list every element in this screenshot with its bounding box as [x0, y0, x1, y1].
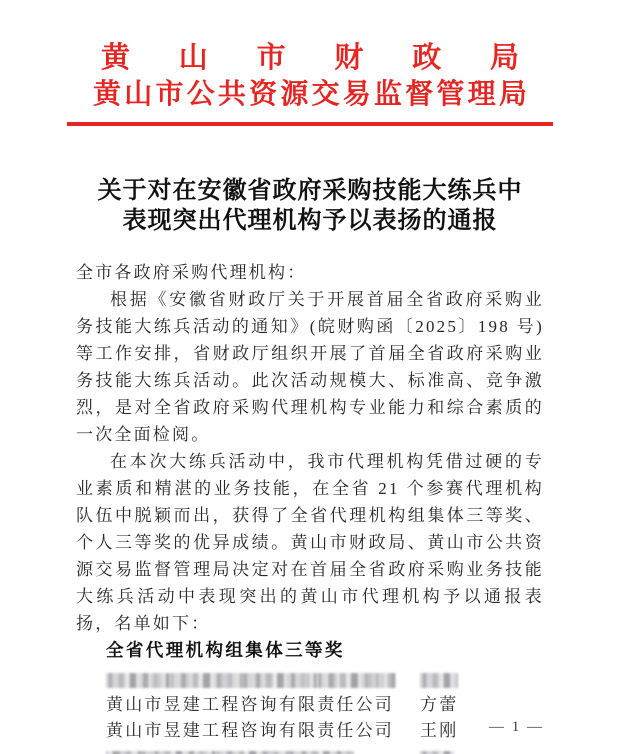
award-section-heading: 全省代理机构组集体三等奖: [106, 640, 345, 660]
document-title: [0, 176, 620, 236]
award-person: 方蕾: [420, 695, 459, 714]
award-company: 黄山市昱建工程咨询有限责任公司: [106, 695, 394, 714]
letterhead: [0, 0, 620, 126]
award-company: [106, 744, 420, 754]
body-paragraph: 根据《安徽省财政厅关于开展首届全省政府采购业务技能大练兵活动的通知》(皖财购函〔2025〕198 号)等工作安排，省财政厅组织开展了首届全省政府采购业务技能大练兵活动。此次活动规模大、标准高、竞争激烈，是对全省政府采购代理机构专业能力和综合素质的一次全面检阅。: [76, 290, 544, 444]
document-body: [76, 259, 544, 754]
award-person: [420, 744, 454, 754]
org-name-primary: 黄 山 市 财 政 局: [101, 42, 519, 74]
award-list-row-redacted: [76, 744, 544, 754]
award-list-row: [76, 718, 544, 744]
body-paragraph: 在本次大练兵活动中，我市代理机构凭借过硬的专业素质和精湛的业务技能，在全省 21 个参赛代理机构队伍中脱颖而出，获得了全省代理机构组集体三等奖、个人三等奖的优异成绩。黄山市财政局、黄山市公共资源交易监督管理局决定对在首届全省政府采购业务技能大练兵活动中表现突出的黄山市代理机构予以通报表扬，名单如下：: [76, 452, 544, 633]
award-list-row: [76, 692, 544, 718]
letterhead-divider-rule: [67, 122, 553, 126]
award-list-row-redacted: [76, 666, 544, 692]
document-title-line1: 关于对在安徽省政府采购技能大练兵中: [97, 178, 523, 204]
award-company: 黄山市昱建工程咨询有限责任公司: [106, 721, 394, 740]
award-person: [420, 666, 458, 692]
org-name-secondary: 黄 山 市 公 共 资 源 交 易 监 督 管 理 局: [93, 79, 527, 110]
award-person: 王刚: [420, 721, 459, 740]
award-list: [76, 666, 544, 754]
page-number: — 1 —: [489, 719, 544, 735]
award-company: [106, 666, 420, 692]
document-title-line2: 表现突出代理机构予以表扬的通报: [122, 208, 498, 234]
salutation: 全市各政府采购代理机构：: [76, 263, 307, 282]
